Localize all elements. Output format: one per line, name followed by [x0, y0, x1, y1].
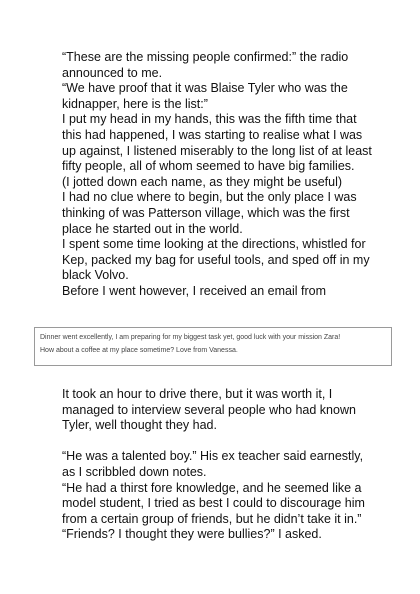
story-paragraph: “These are the missing people confirmed:” the radio announced to me.: [62, 50, 349, 80]
paragraph-gap: [62, 434, 378, 450]
story-paragraph: I had no clue where to begin, but the only place I was thinking of was Patterson village, which was the first place he started out in the world.: [62, 190, 357, 236]
story-paragraph: “We have proof that it was Blaise Tyler who was the kidnapper, here is the list:”: [62, 81, 348, 111]
story-paragraph: “He was a talented boy.” His ex teacher said earnestly, as I scribbled down notes.: [62, 449, 364, 479]
story-text-top: [62, 50, 378, 300]
email-line: Dinner went excellently, I am preparing for my biggest task yet, good luck with your mission Zara!: [40, 334, 341, 341]
story-paragraph: I put my head in my hands, this was the fifth time that this had happened, I was starting to realise what I was up against, I listened miserably to the long list of at least fifty people, all of whom seemed to have big families.: [62, 112, 372, 174]
story-text-bottom: [62, 387, 378, 543]
email-line: How about a coffee at my place sometime? Love from Vanessa.: [40, 346, 238, 354]
story-paragraph: Before I went however, I received an email from: [62, 283, 327, 298]
story-paragraph: It took an hour to drive there, but it was worth it, I managed to interview several people who had known Tyler, well thought they had.: [62, 387, 356, 433]
story-paragraph: I spent some time looking at the directions, whistled for Kep, packed my bag for useful tools, and sped off in my black Volvo.: [62, 237, 370, 283]
story-paragraph: (I jotted down each name, as they might be useful): [62, 174, 343, 189]
story-paragraph: “Friends? I thought they were bullies?” I asked.: [62, 527, 322, 542]
email-text-box: [34, 327, 392, 366]
story-paragraph: “He had a thirst fore knowledge, and he seemed like a model student, I tried as best I could to discourage him from a certain group of friends, but he didn’t take it in.”: [62, 480, 365, 526]
